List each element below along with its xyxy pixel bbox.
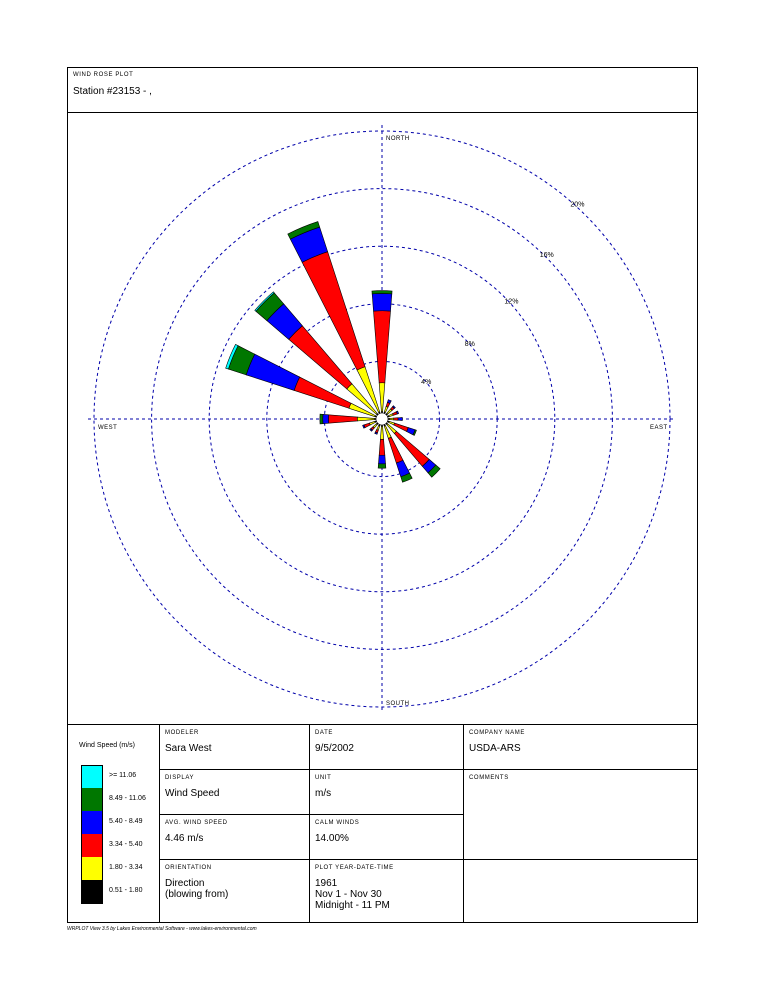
empty-cell — [464, 860, 697, 922]
modeler-value: Sara West — [165, 743, 212, 754]
comments-cell — [464, 770, 697, 860]
plot-time-label: PLOT YEAR-DATE-TIME — [315, 865, 394, 871]
direction-label-west: WEST — [98, 425, 118, 431]
station-title: Station #23153 - , — [73, 86, 152, 97]
orientation-line-1: Direction — [165, 878, 205, 889]
orientation-cell — [160, 860, 310, 922]
plot-year: 1961 — [315, 878, 338, 889]
legend-label: 5.40 - 8.49 — [109, 818, 143, 825]
calm-center — [376, 413, 388, 425]
calm-winds-cell — [310, 815, 464, 860]
company-cell — [464, 725, 697, 770]
avg-speed-value: 4.46 m/s — [165, 833, 204, 844]
avg-speed-cell — [160, 815, 310, 860]
direction-label-east: EAST — [650, 425, 668, 431]
ring-label: 8% — [464, 341, 475, 349]
legend-label: 3.34 - 5.40 — [109, 841, 143, 848]
legend-label: 0.51 - 1.80 — [109, 887, 143, 894]
company-label: COMPANY NAME — [469, 730, 525, 736]
petal-segment — [394, 423, 408, 431]
info-box — [67, 724, 698, 923]
petal-segment — [328, 415, 357, 423]
display-cell — [160, 770, 310, 815]
plot-hours: Midnight - 11 PM — [315, 900, 390, 911]
ring-label: 12% — [504, 298, 519, 306]
plot-label: WIND ROSE PLOT — [73, 72, 134, 78]
petal-segment — [372, 293, 392, 311]
calm-winds-value: 14.00% — [315, 833, 349, 844]
display-value: Wind Speed — [165, 788, 220, 799]
plot-dates: Nov 1 - Nov 30 — [315, 889, 382, 900]
wind-rose-chart — [68, 113, 697, 724]
date-cell — [310, 725, 464, 770]
petal-segment — [379, 439, 385, 455]
modeler-cell — [160, 725, 310, 770]
avg-speed-label: AVG. WIND SPEED — [165, 820, 228, 826]
legend-swatch — [81, 765, 103, 789]
petal-segment — [379, 383, 385, 412]
company-value: USDA-ARS — [469, 743, 521, 754]
title-box — [67, 67, 698, 113]
petal-segment — [374, 311, 391, 383]
legend-swatch — [81, 834, 103, 857]
petal-segment — [372, 291, 392, 294]
petal-segment — [357, 417, 374, 421]
software-credit: WRPLOT View 3.5 by Lakes Environmental Software - www.lakes-environmental.com — [67, 926, 257, 932]
ring-label: 20% — [570, 201, 585, 209]
petal-segment — [378, 455, 385, 464]
petal-segment — [320, 414, 323, 424]
orientation-line-2: (blowing from) — [165, 889, 229, 900]
petal-segment — [246, 354, 299, 390]
comments-label: COMMENTS — [469, 775, 509, 781]
calm-winds-label: CALM WINDS — [315, 820, 360, 826]
display-label: DISPLAY — [165, 775, 195, 781]
orientation-value — [165, 878, 228, 900]
petal-segment — [398, 417, 402, 420]
plot-box — [67, 112, 698, 725]
petal-segment — [323, 414, 329, 423]
petal-segment — [378, 464, 386, 468]
legend — [68, 725, 160, 922]
plot-time-value — [315, 878, 390, 911]
legend-swatch — [81, 788, 103, 811]
legend-swatch — [81, 880, 103, 904]
legend-swatch — [81, 857, 103, 880]
plot-time-cell — [310, 860, 464, 922]
petal-segment — [387, 400, 391, 404]
unit-value: m/s — [315, 788, 332, 799]
modeler-label: MODELER — [165, 730, 199, 736]
petal-segment — [384, 406, 388, 412]
petal-segment — [389, 418, 393, 420]
direction-label-north: NORTH — [386, 136, 410, 142]
petal-segment — [369, 421, 375, 425]
petal-segment — [394, 418, 398, 421]
ring-label: 16% — [539, 251, 554, 259]
legend-label: >= 11.06 — [109, 772, 137, 779]
legend-label: 8.49 - 11.06 — [109, 795, 146, 802]
legend-swatch — [81, 811, 103, 834]
legend-title: Wind Speed (m/s) — [79, 742, 136, 749]
direction-label-south: SOUTH — [386, 701, 410, 707]
unit-label: UNIT — [315, 775, 332, 781]
ring-label: 4% — [421, 378, 432, 386]
date-label: DATE — [315, 730, 333, 736]
date-value: 9/5/2002 — [315, 743, 354, 754]
unit-cell — [310, 770, 464, 815]
petal-segment — [380, 426, 383, 439]
legend-label: 1.80 - 3.34 — [109, 864, 143, 871]
orientation-label: ORIENTATION — [165, 865, 212, 871]
petal-segment — [389, 421, 395, 425]
